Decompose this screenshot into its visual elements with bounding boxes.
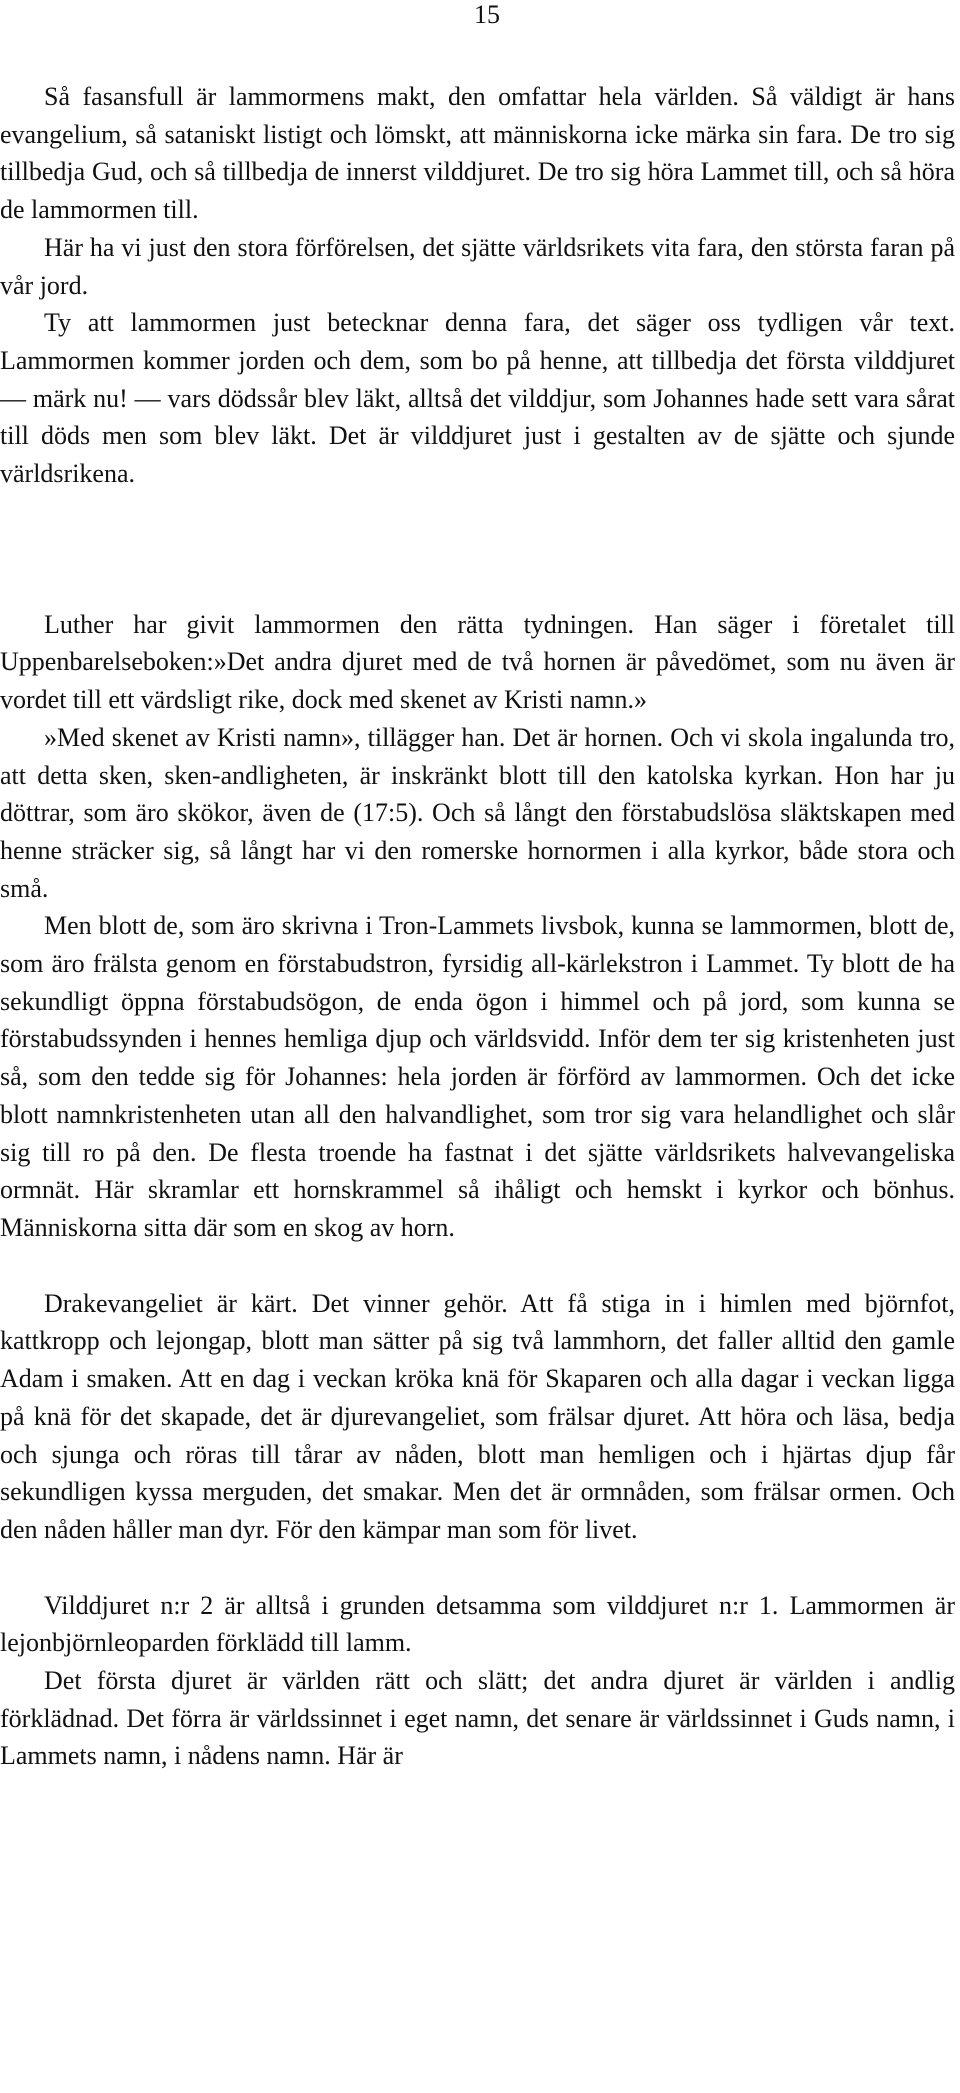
paragraph: Luther har givit lammormen den rätta tydningen. Han säger i företalet till Uppenbarelseboken:»Det andra djuret med de två hornen är påvedömet, som nu även är vordet till ett värdsligt rike, dock med skenet av Kristi namn.» (0, 609, 955, 715)
paragraph: »Med skenet av Kristi namn», tillägger han. Det är hornen. Och vi skola ingalunda tro, att detta sken, sken-andligheten, är inskränkt blott till den katolska kyrkan. Hon har ju döttrar, som äro skökor, även de (17:5). Och så långt den förstabudslösa släktskapen med henne sträcker sig, så långt har vi den romerske hornormen i alla kyrkor, både stora och små. (0, 722, 955, 903)
paragraph: Här ha vi just den stora förförelsen, det sjätte världsrikets vita fara, den största faran på vår jord. (0, 232, 955, 300)
section-gap (0, 493, 955, 606)
section-gap (0, 1247, 955, 1285)
paragraph: Det första djuret är världen rätt och slätt; det andra djuret är världen i andlig förklädnad. Det förra är världssinnet i eget namn, det senare är världssinnet i Guds namn, i Lammets namn, i nådens namn. Här är (0, 1666, 955, 1771)
paragraph: Så fasansfull är lammormens makt, den omfattar hela världen. Så väldigt är hans evangelium, så sataniskt listigt och lömskt, att människorna icke märka sin fara. De tro sig tillbedja Gud, och så tillbedja de innerst vilddjuret. De tro sig höra Lammet till, och så höra de lammormen till. (0, 82, 955, 225)
section-lammormens-makt (0, 78, 955, 493)
paragraph: Ty att lammormen just betecknar denna fara, det säger oss tydligen vår text. Lammormen kommer jorden och dem, som bo på henne, att tillbedja det första vilddjuret — märk nu! — vars dödssår blev läkt, alltså det vilddjur, som Johannes hade sett vara sårat till döds men som blev läkt. Det är vilddjuret just i gestalten av de sjätte och sjunde världsrikena. (0, 308, 955, 489)
page-number: 15 (474, 0, 500, 29)
section-luther (0, 606, 955, 1247)
paragraph: Drakevangeliet är kärt. Det vinner gehör. Att få stiga in i himlen med björnfot, kattkropp och lejongap, blott man sätter på sig två lammhorn, det faller alltid den gamle Adam i smaken. Att en dag i veckan kröka knä för Skaparen och alla dagar i veckan ligga på knä för det skapade, det är djurevangeliet, som frälsar djuret. Att höra och läsa, bedja och sjunga och röras till tårar av nåden, blott man hemligen och i hjärtas djup får sekundligen kyssa merguden, det smakar. Men det är ormnåden, som frälsar ormen. Och den nåden håller man dyr. För den kämpar man som för livet. (0, 1288, 955, 1544)
paragraph: Vilddjuret n:r 2 är alltså i grunden detsamma som vilddjuret n:r 1. Lammormen är lejonbjörnleoparden förklädd till lamm. (0, 1590, 955, 1658)
section-drakevangeliet (0, 1285, 955, 1549)
section-vilddjuret (0, 1587, 955, 1776)
document-page (0, 78, 955, 1775)
paragraph: Men blott de, som äro skrivna i Tron-Lammets livsbok, kunna se lammormen, blott de, som äro frälsta genom en förstabudstron, fyrsidig all-kärlekstron i Lammet. Ty blott de ha sekundligt öppna förstabudsögon, de enda ögon i himmel och på jord, som kunna se förstabudssynden i hennes hemliga djup och världsvidd. Inför dem ter sig kristenheten just så, som den tedde sig för Johannes: hela jorden är förförd av lammormen. Och det icke blott namnkristenheten utan all den halvandlighet, som tror sig vara helandlighet och slår sig till ro på den. De flesta troende ha fastnat i det sjätte världsrikets halvevangeliska ormnät. Här skramlar ett hornskrammel så ihåligt och hemskt i kyrkor och bönhus. Människorna sitta där som en skog av horn. (0, 911, 955, 1242)
section-gap (0, 1549, 955, 1587)
